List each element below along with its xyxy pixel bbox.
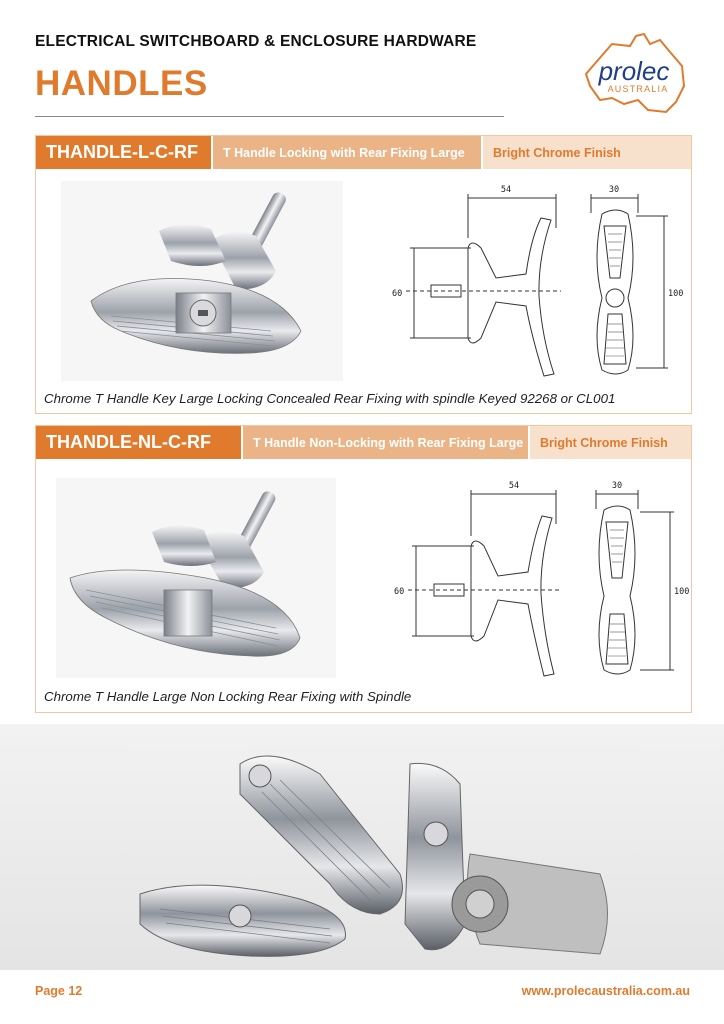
product-photo-non-locking-handle [56,478,336,678]
product-finish: Bright Chrome Finish [483,136,691,169]
dim-width-label: 54 [500,185,512,195]
title-divider [35,116,504,117]
technical-drawing-non-locking [356,474,696,679]
dim-base-label: 60 [394,587,405,597]
product-card-locking [35,135,692,414]
product-caption: Chrome T Handle Large Non Locking Rear Fixing with Spindle [44,689,412,704]
page-number: Page 12 [35,984,83,998]
product-code: THANDLE-NL-C-RF [36,426,241,459]
product-banner-photo [0,724,724,970]
dim-base-label: 60 [392,289,403,299]
section-kicker: ELECTRICAL SWITCHBOARD & ENCLOSURE HARDWARE [35,33,477,50]
dim-height-label: 100 [668,289,684,299]
product-code: THANDLE-L-C-RF [36,136,211,169]
technical-drawing-locking [346,178,686,378]
dim-depth-label: 30 [608,185,620,195]
product-caption: Chrome T Handle Key Large Locking Concealed Rear Fixing with spindle Keyed 92268 or CL001 [44,391,616,406]
product-photo-locking-handle [61,181,343,381]
logo-brand-text: prolec [598,56,670,86]
logo-sub-text: AUSTRALIA [607,84,669,94]
product-card-non-locking [35,425,692,713]
product-header-bar [36,426,691,459]
dim-height-label: 100 [674,587,690,597]
page-title: HANDLES [35,64,208,103]
prolec-logo [578,30,690,118]
dim-width-label: 54 [508,481,520,491]
website-link[interactable]: www.prolecaustralia.com.au [521,984,690,998]
dim-depth-label: 30 [611,481,623,491]
product-finish: Bright Chrome Finish [530,426,691,459]
product-description: T Handle Non-Locking with Rear Fixing Large [243,426,528,459]
product-description: T Handle Locking with Rear Fixing Large [213,136,481,169]
product-header-bar [36,136,691,169]
